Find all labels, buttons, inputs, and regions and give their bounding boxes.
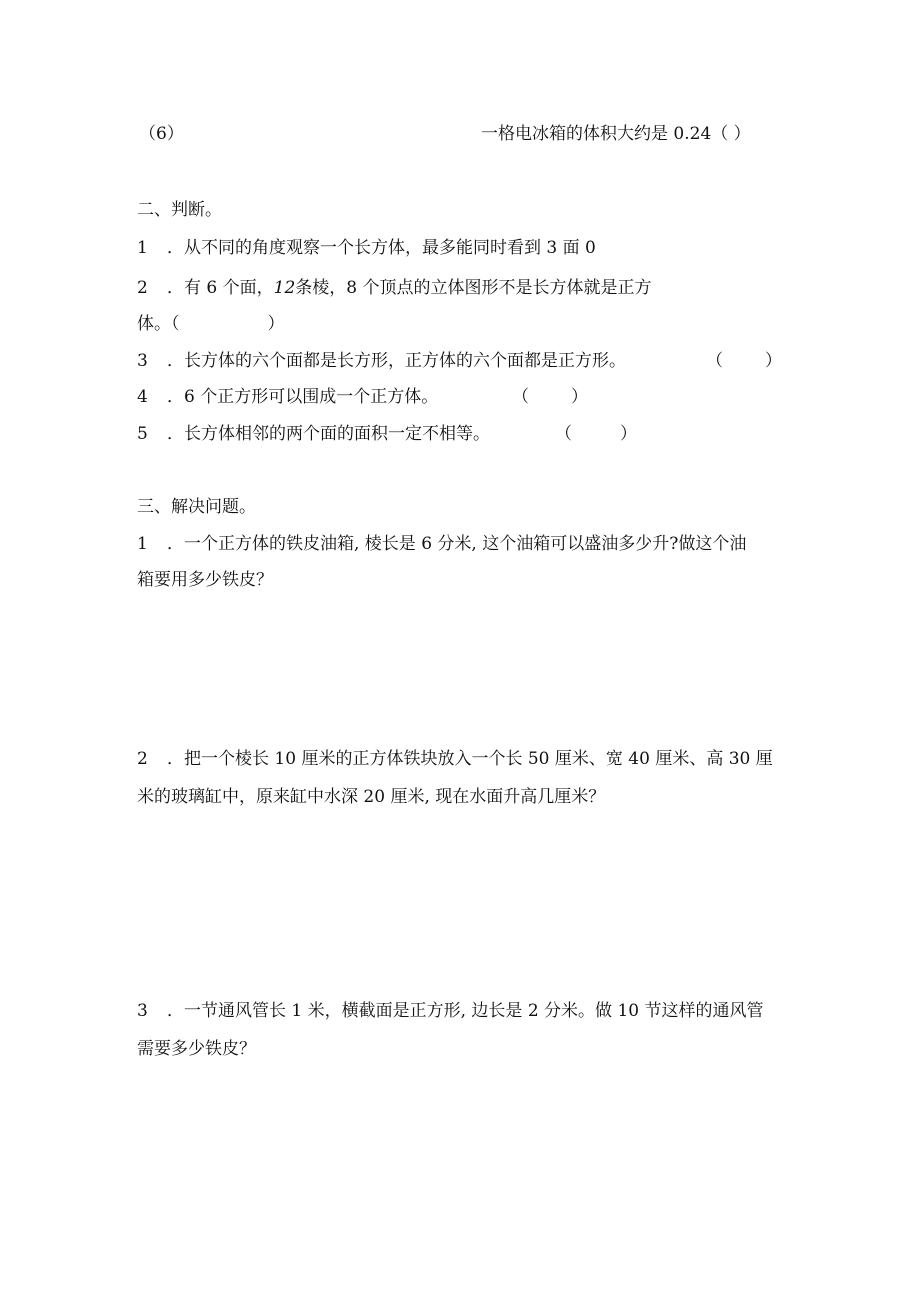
item-text: ．长方体的六个面都是长方形，正方体的六个面都是正方形。 bbox=[167, 351, 626, 371]
item-text: ．长方体相邻的两个面的面积一定不相等。 bbox=[167, 424, 490, 444]
question-number: （6） bbox=[139, 124, 184, 144]
judge-item-4-answer[interactable] bbox=[512, 386, 588, 408]
question-6-text bbox=[481, 123, 751, 145]
paren-close: ） bbox=[765, 351, 782, 371]
paren-open: （ bbox=[706, 351, 723, 371]
judge-item-5 bbox=[137, 423, 490, 445]
paren-close: ） bbox=[620, 424, 637, 444]
item-text: ．从不同的角度观察一个长方体，最多能同时看到 3 面 0 bbox=[167, 238, 596, 258]
problem-1-line-1 bbox=[137, 533, 746, 555]
problem-text: 箱要用多少铁皮？ bbox=[137, 570, 273, 590]
judge-item-4 bbox=[137, 386, 438, 408]
judge-item-1 bbox=[137, 237, 596, 259]
item-number: 5 bbox=[137, 424, 148, 444]
section-3-heading bbox=[137, 496, 256, 518]
paren-open: （ bbox=[555, 424, 572, 444]
problem-2-line-1 bbox=[137, 748, 773, 770]
problem-3-line-2 bbox=[137, 1038, 256, 1060]
item-text: ．6 个正方形可以围成一个正方体。 bbox=[167, 387, 439, 407]
section-2-heading bbox=[137, 199, 222, 221]
paren-close: ） bbox=[571, 387, 588, 407]
heading-text: 三、解决问题。 bbox=[137, 497, 256, 517]
judge-item-3 bbox=[137, 350, 626, 372]
item-text-italic: 12 bbox=[273, 278, 296, 298]
item-text: 体。（ bbox=[137, 314, 180, 334]
paren-open: （ bbox=[512, 387, 529, 407]
problem-text: ．一个正方体的铁皮油箱, 棱长是 6 分米, 这个油箱可以盛油多少升?做这个油 bbox=[167, 534, 747, 554]
heading-text: 二、判断。 bbox=[137, 200, 222, 220]
item-number: 1 bbox=[137, 238, 148, 258]
item-number: 2 bbox=[137, 278, 148, 298]
problem-text: ．一节通风管长 1 米，横截面是正方形, 边长是 2 分米。做 10 节这样的通风管 bbox=[167, 1001, 764, 1021]
item-number: 1 bbox=[137, 534, 148, 554]
problem-text: 米的玻璃缸中，原来缸中水深 20 厘米, 现在水面升高几厘米？ bbox=[137, 787, 606, 807]
item-number: 3 bbox=[137, 1001, 148, 1021]
paren-close: ） bbox=[267, 314, 285, 334]
question-6-label bbox=[139, 123, 184, 145]
item-number: 4 bbox=[137, 387, 148, 407]
problem-2-line-2 bbox=[137, 786, 605, 808]
item-text: ．有 6 个面， bbox=[167, 278, 274, 298]
judge-item-3-answer[interactable] bbox=[706, 350, 782, 372]
problem-1-line-2 bbox=[137, 569, 273, 591]
question-text: 一格电冰箱的体积大约是 0.24（ ） bbox=[481, 124, 751, 144]
item-number: 2 bbox=[137, 749, 148, 769]
problem-3-line-1 bbox=[137, 1000, 764, 1022]
item-number: 3 bbox=[137, 351, 148, 371]
item-text: 条棱，8 个顶点的立体图形不是长方体就是正方 bbox=[295, 278, 652, 298]
problem-text: ．把一个棱长 10 厘米的正方体铁块放入一个长 50 厘米、宽 40 厘米、高 30 厘 bbox=[167, 749, 773, 769]
judge-item-5-answer[interactable] bbox=[555, 423, 637, 445]
problem-text: 需要多少铁皮？ bbox=[137, 1039, 256, 1059]
judge-item-2 bbox=[137, 277, 652, 299]
judge-item-2-continued bbox=[137, 313, 285, 335]
